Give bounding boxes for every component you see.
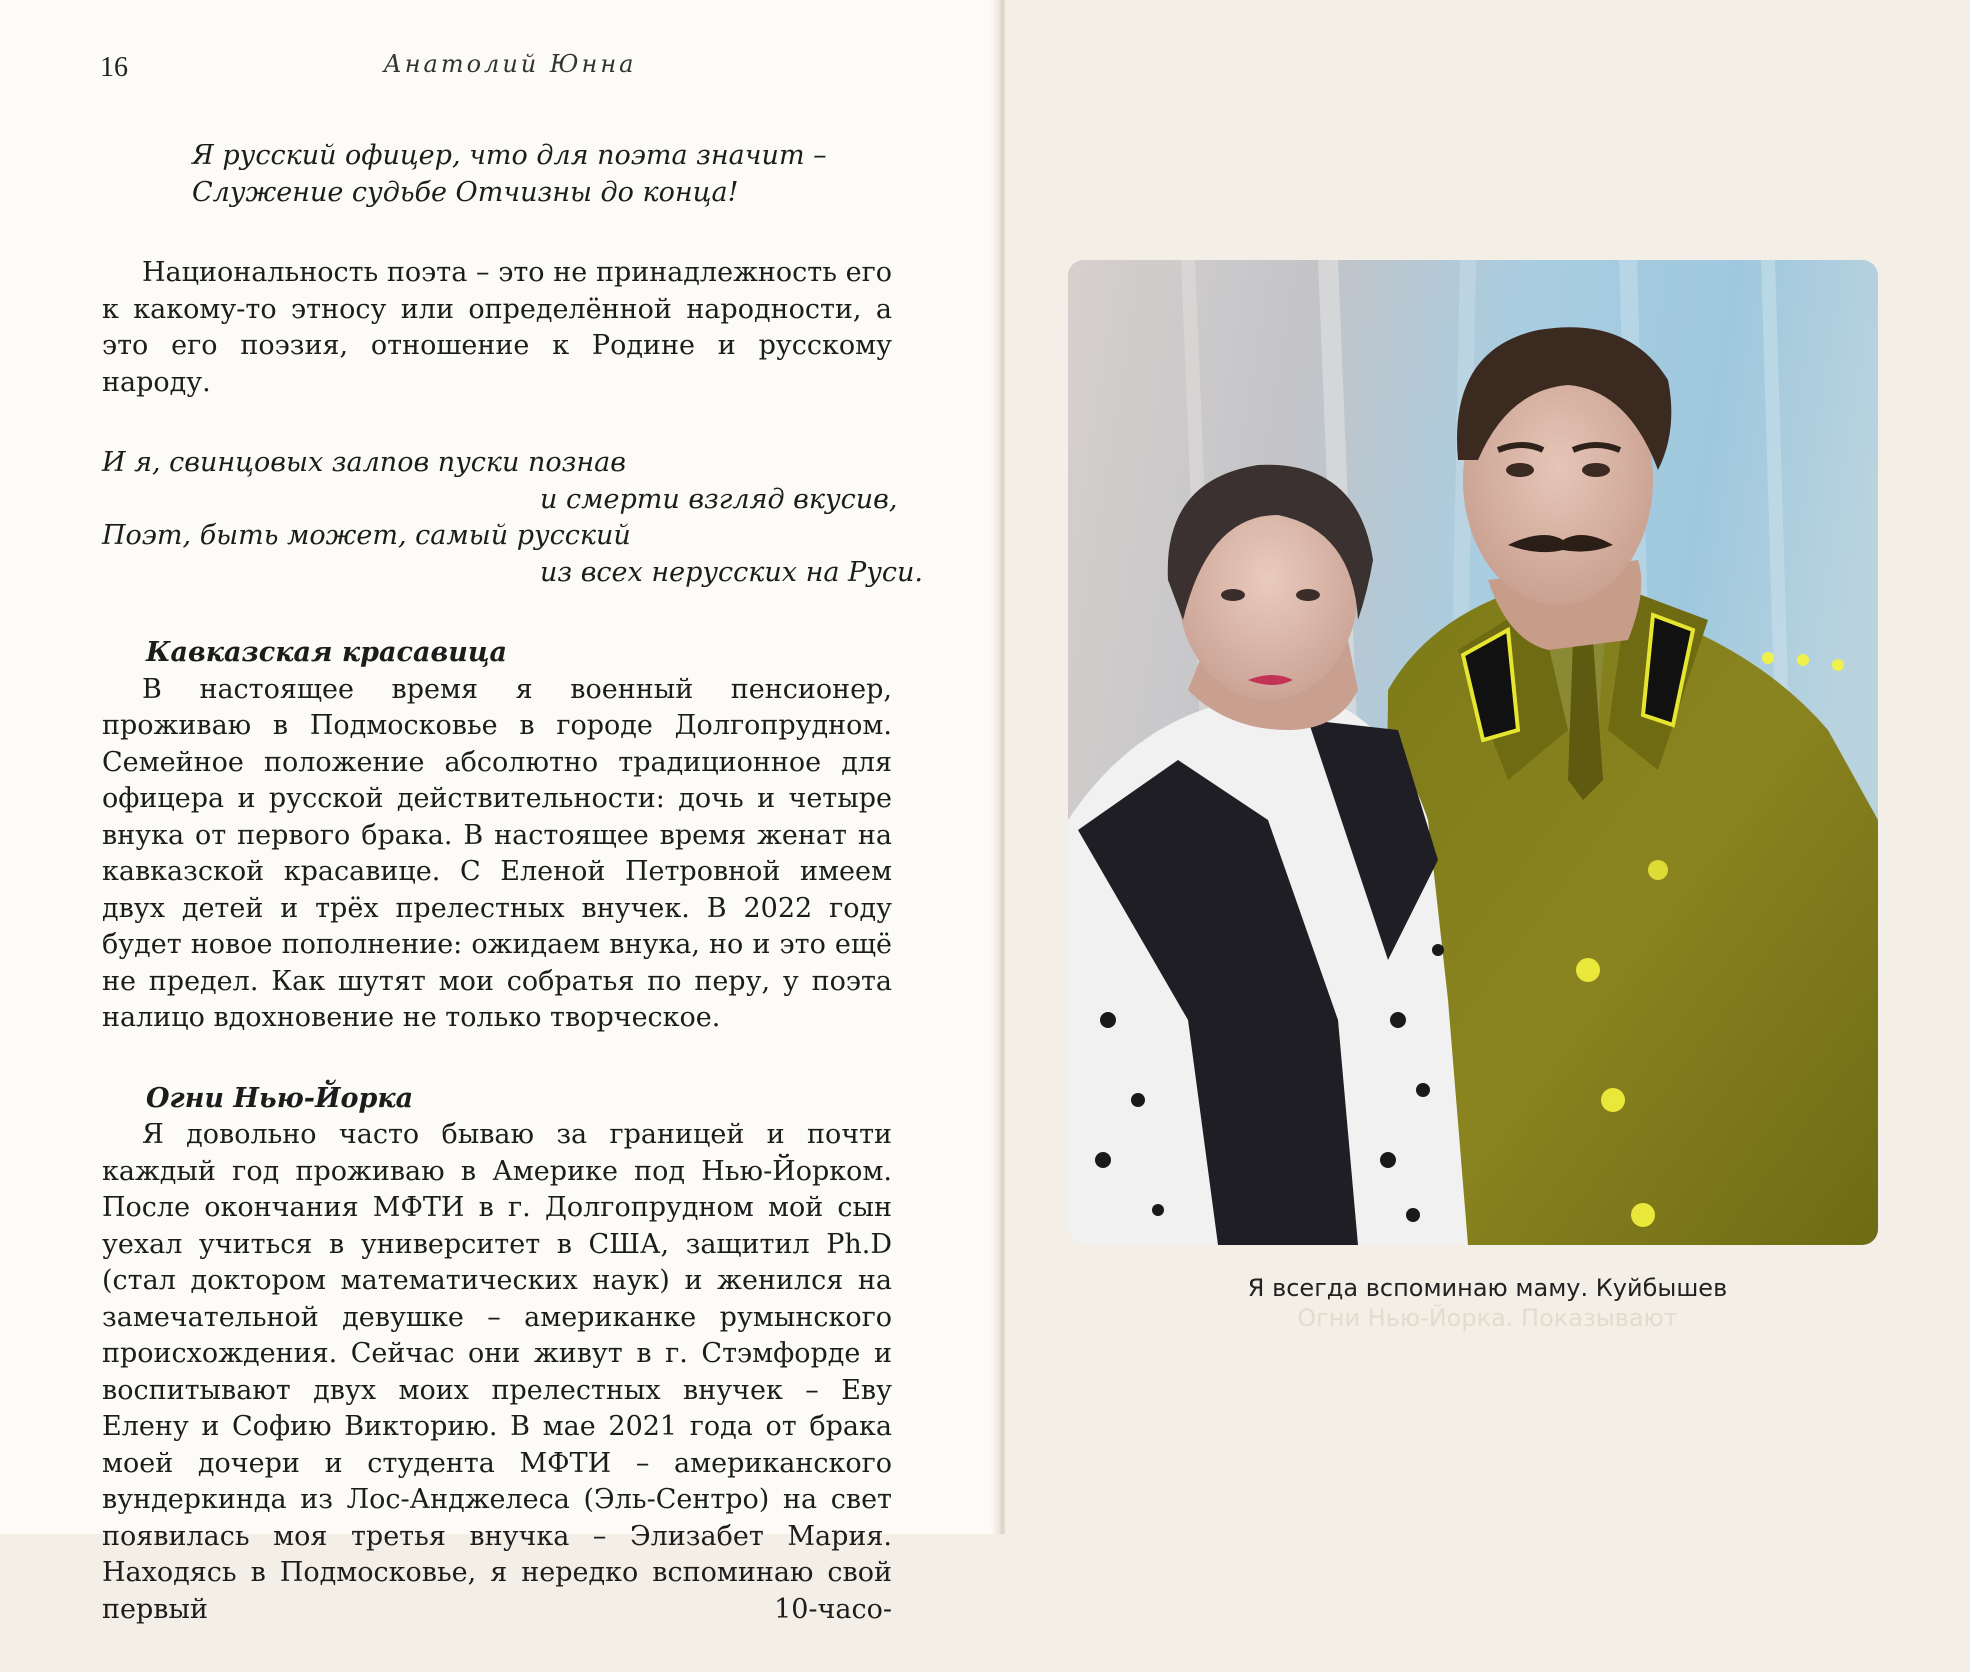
paragraph-new-york-lights: Я довольно часто бываю за границей и почти каждый год проживаю в Америке под Нью-Йорком. После окончания МФТИ в г. Долгопрудном мой сын уехал учиться в университет в США, защитил Ph.D (стал доктором математических наук) и женился на замечательной девушке – американке румынского происхождения. Сейчас они живут в г. Стэмфорде и воспитывают двух моих прелестных внучек – Еву Елену и Софию Викторию. В мае 2021 года от брака моей дочери и студента МФТИ – американского вундеркинда из Лос-Анджелеса (Эль-Сентро) на свет появилась моя третья внучка – Элизабет Мария. Находясь в Подмосковье, я нередко вспоминаю свой первый 10-часо-	[102, 1119, 892, 1625]
verse-line: и смерти взгляд вкусив,	[540, 483, 898, 515]
running-header: Анатолий Юнна	[383, 50, 637, 78]
photo-caption: Я всегда вспоминаю маму. Куйбышев	[1247, 1274, 1728, 1302]
verse-line: Поэт, быть может, самый русский	[102, 520, 631, 551]
page-number: 16	[100, 52, 128, 83]
photo-image	[1068, 260, 1878, 1245]
verse-line: из всех нерусских на Руси.	[540, 556, 923, 588]
right-page	[1005, 0, 1970, 1534]
verse-officer	[102, 138, 892, 211]
section-title-caucasian-beauty: Кавказская красавица	[146, 637, 508, 668]
left-page	[0, 0, 1000, 1625]
verse-russian	[102, 445, 923, 591]
paragraph-nationality: Национальность поэта – это не принадлежность его к какому-то этносу или определённой народности, а это его поэзия, отношение к Родине и русскому народу.	[102, 257, 892, 398]
verse-line: Я русский офицер, что для поэта значит –	[192, 140, 827, 171]
show-through-text: Огни Нью-Йорка. Показывают	[1297, 1304, 1678, 1332]
paragraph-caucasian-beauty: В настоящее время я военный пенсионер, проживаю в Подмосковье в городе Долгопрудном. Семейное положение абсолютно традиционное для офицера и русской действительности: дочь и четыре внука от первого брака. В настоящее время женат на кавказской красавице. С Еленой Петровной имеем двух детей и трёх прелестных внучек. В 2022 году будет новое пополнение: ожидаем внука, но и это ещё не предел. Как шутят мои собратья по перу, у поэта налицо вдохновение не только творческое.	[102, 673, 892, 1033]
main-text	[102, 138, 923, 1672]
verse-line: И я, свинцовых залпов пуски познав	[102, 447, 626, 478]
section-title-new-york-lights: Огни Нью-Йорка	[146, 1082, 414, 1114]
photo-mother-and-officer	[1068, 260, 1878, 1245]
verse-line: Служение судьбе Отчизны до конца!	[192, 176, 739, 208]
